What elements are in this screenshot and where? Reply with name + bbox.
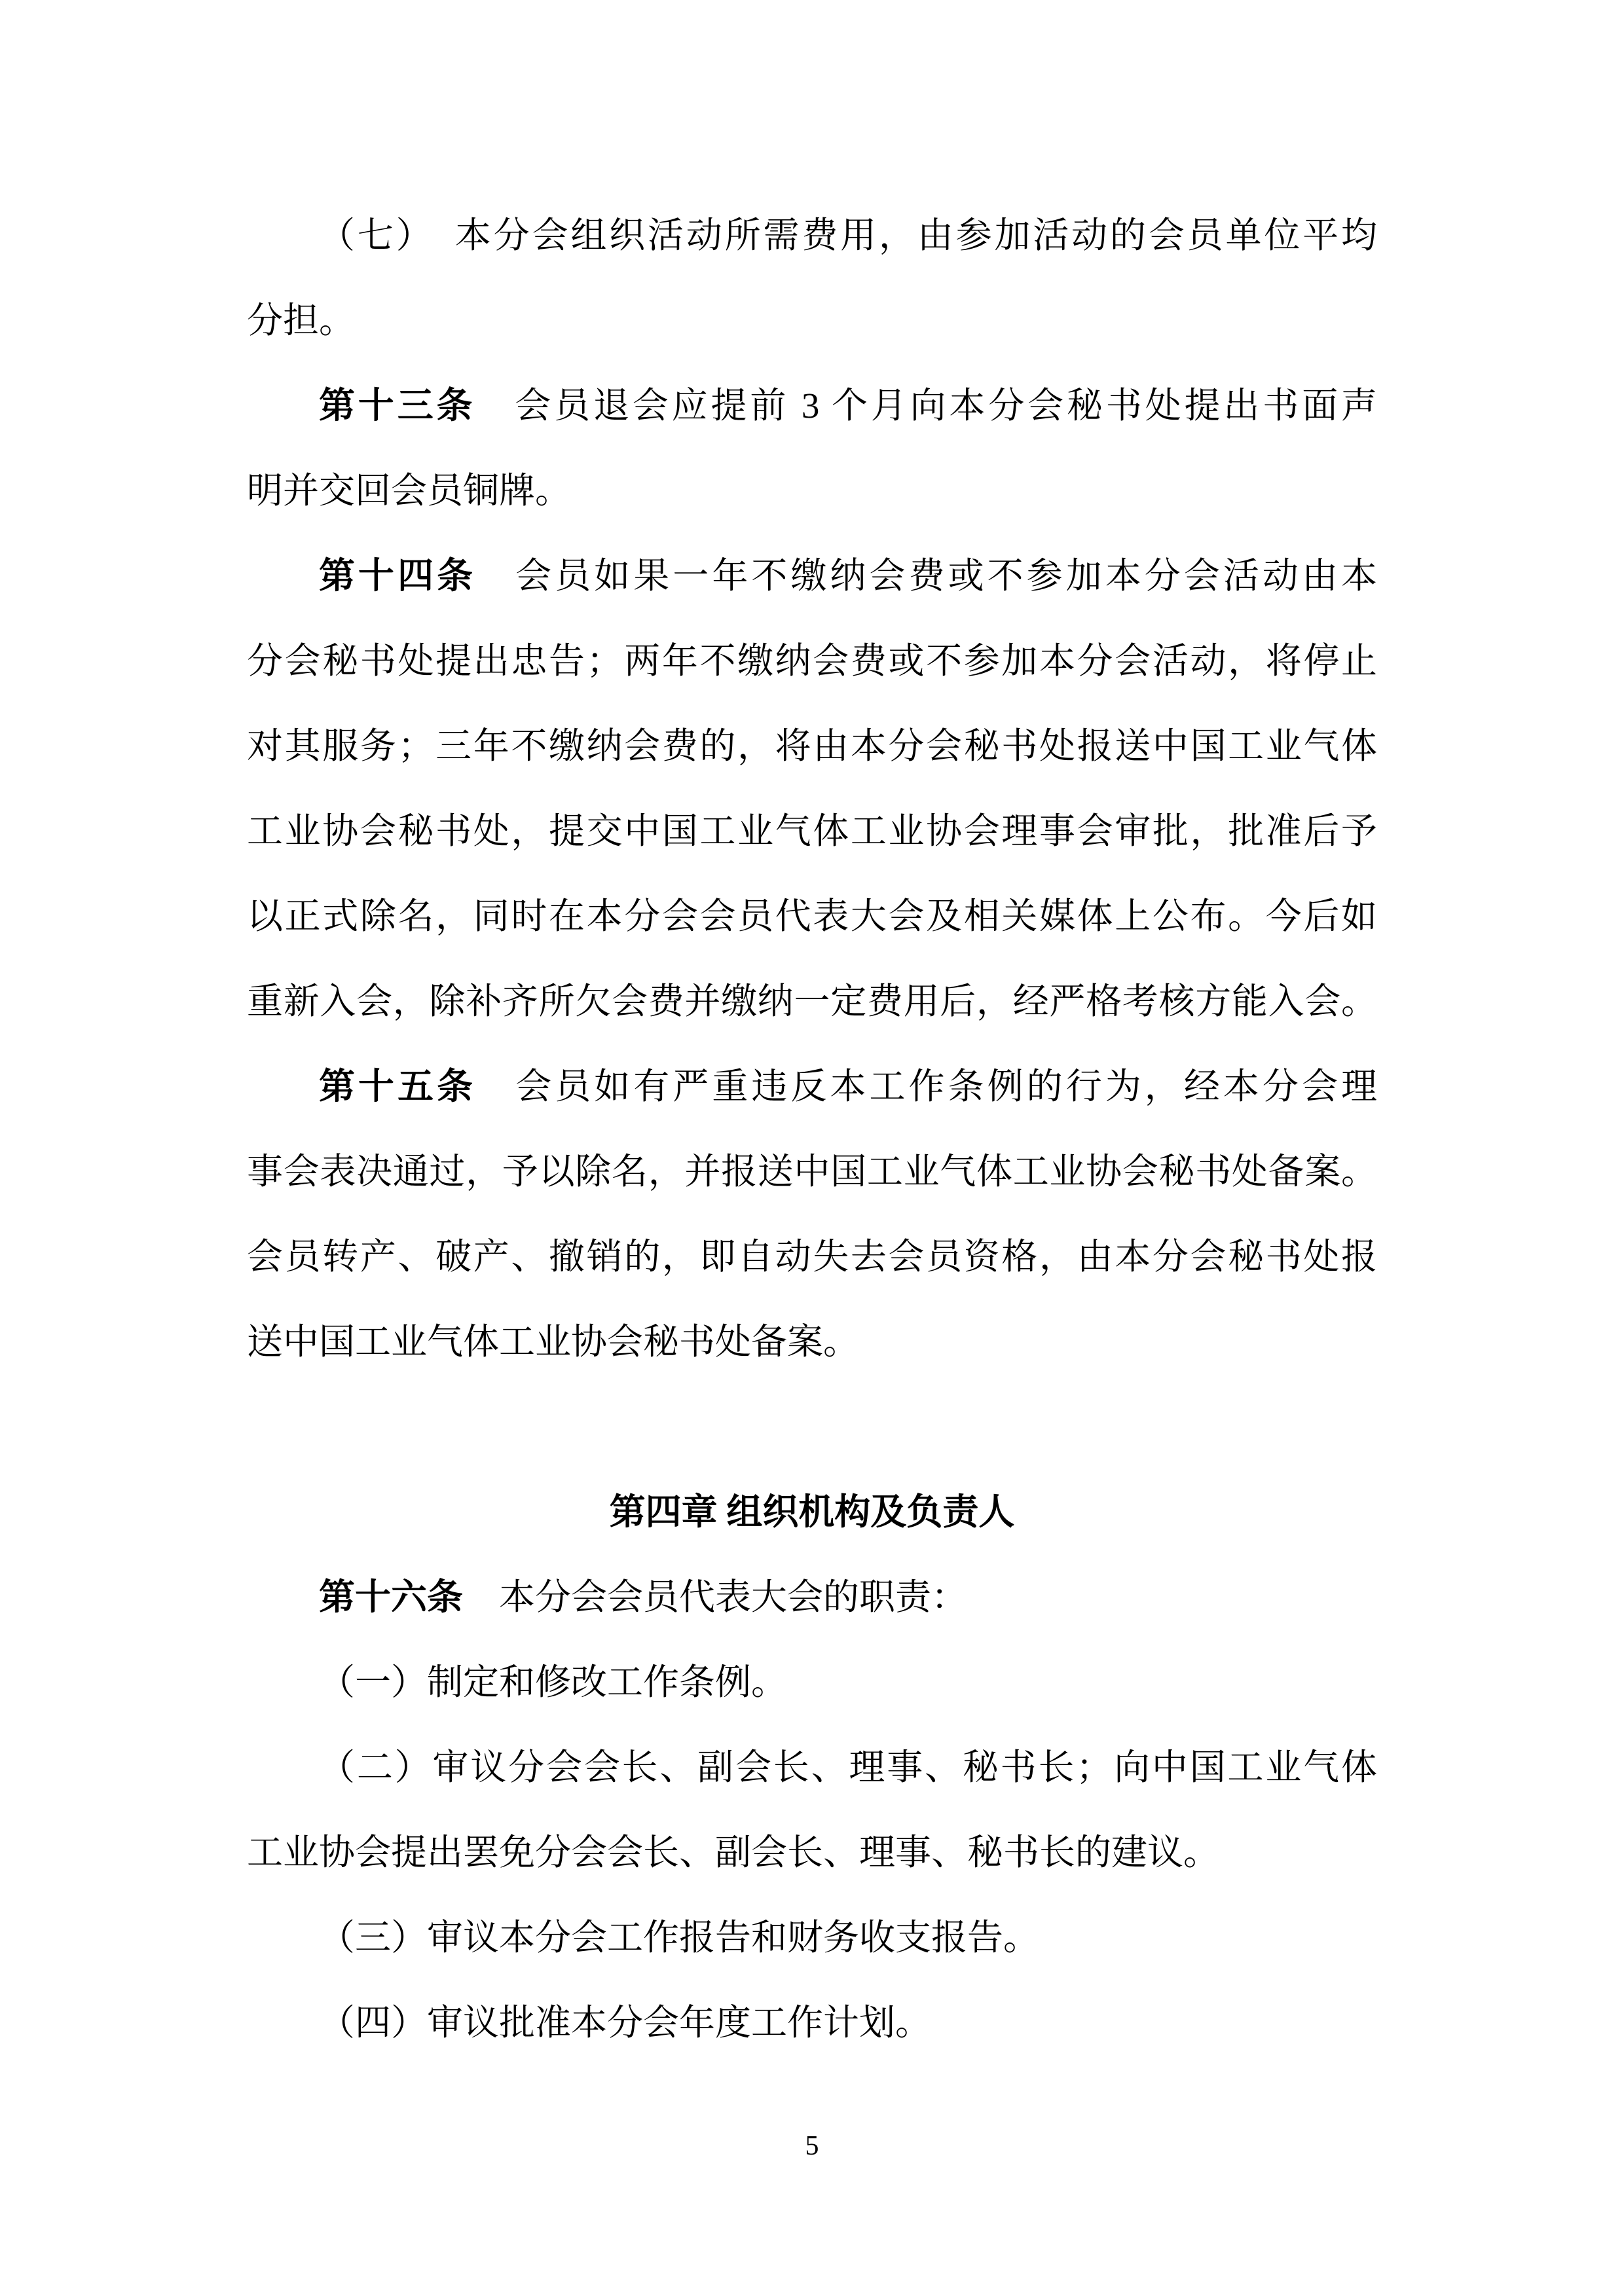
text-line: 对其服务；三年不缴纳会费的，将由本分会秘书处报送中国工业气体	[247, 726, 1377, 766]
text-line: 第十六条 本分会会员代表大会的职责：	[319, 1577, 968, 1617]
text-line: 送中国工业气体工业协会秘书处备案。	[247, 1322, 860, 1362]
document-body	[247, 193, 1377, 2066]
text-line: 重新入会，除补齐所欠会费并缴纳一定费用后，经严格考核方能入会。	[247, 981, 1377, 1021]
text-line: 以正式除名，同时在本分会会员代表大会及相关媒体上公布。今后如	[247, 896, 1377, 936]
text-line: 分担。	[247, 301, 356, 340]
text-line: 第十三条 会员退会应提前 3 个月向本分会秘书处提出书面声	[319, 386, 1377, 426]
blank-line	[247, 1385, 1377, 1470]
text-line: 第十五条 会员如有严重违反本工作条例的行为，经本分会理	[319, 1066, 1377, 1106]
text-line: 工业协会秘书处，提交中国工业气体工业协会理事会审批，批准后予	[247, 811, 1377, 851]
page-number: 5	[805, 2131, 819, 2161]
text-line: 明并交回会员铜牌。	[247, 471, 572, 511]
article-label: 第十四条	[319, 556, 477, 596]
text-line: （一）制定和修改工作条例。	[319, 1662, 788, 1702]
article-label: 第十六条	[319, 1577, 464, 1617]
article-label: 第十五条	[319, 1066, 477, 1106]
page-footer	[0, 2104, 1624, 2189]
text-line: 第十四条 会员如果一年不缴纳会费或不参加本分会活动由本	[319, 556, 1377, 596]
text-line: 分会秘书处提出忠告；两年不缴纳会费或不参加本分会活动，将停止	[247, 641, 1377, 681]
text-line: （七） 本分会组织活动所需费用，由参加活动的会员单位平均	[319, 215, 1377, 255]
text-line: 工业协会提出罢免分会会长、副会长、理事、秘书长的建议。	[247, 1832, 1220, 1872]
text-line: 会员转产、破产、撤销的，即自动失去会员资格，由本分会秘书处报	[247, 1237, 1377, 1277]
article-label: 第十三条	[319, 386, 476, 426]
text-line: （四）审议批准本分会年度工作计划。	[319, 2003, 932, 2043]
chapter-heading: 第四章 组织机构及负责人	[609, 1492, 1015, 1532]
text-line: （三）审议本分会工作报告和财务收支报告。	[319, 1918, 1040, 1958]
text-line: 事会表决通过，予以除名，并报送中国工业气体工业协会秘书处备案。	[247, 1152, 1377, 1192]
text-line: （二）审议分会会长、副会长、理事、秘书长；向中国工业气体	[319, 1747, 1377, 1787]
